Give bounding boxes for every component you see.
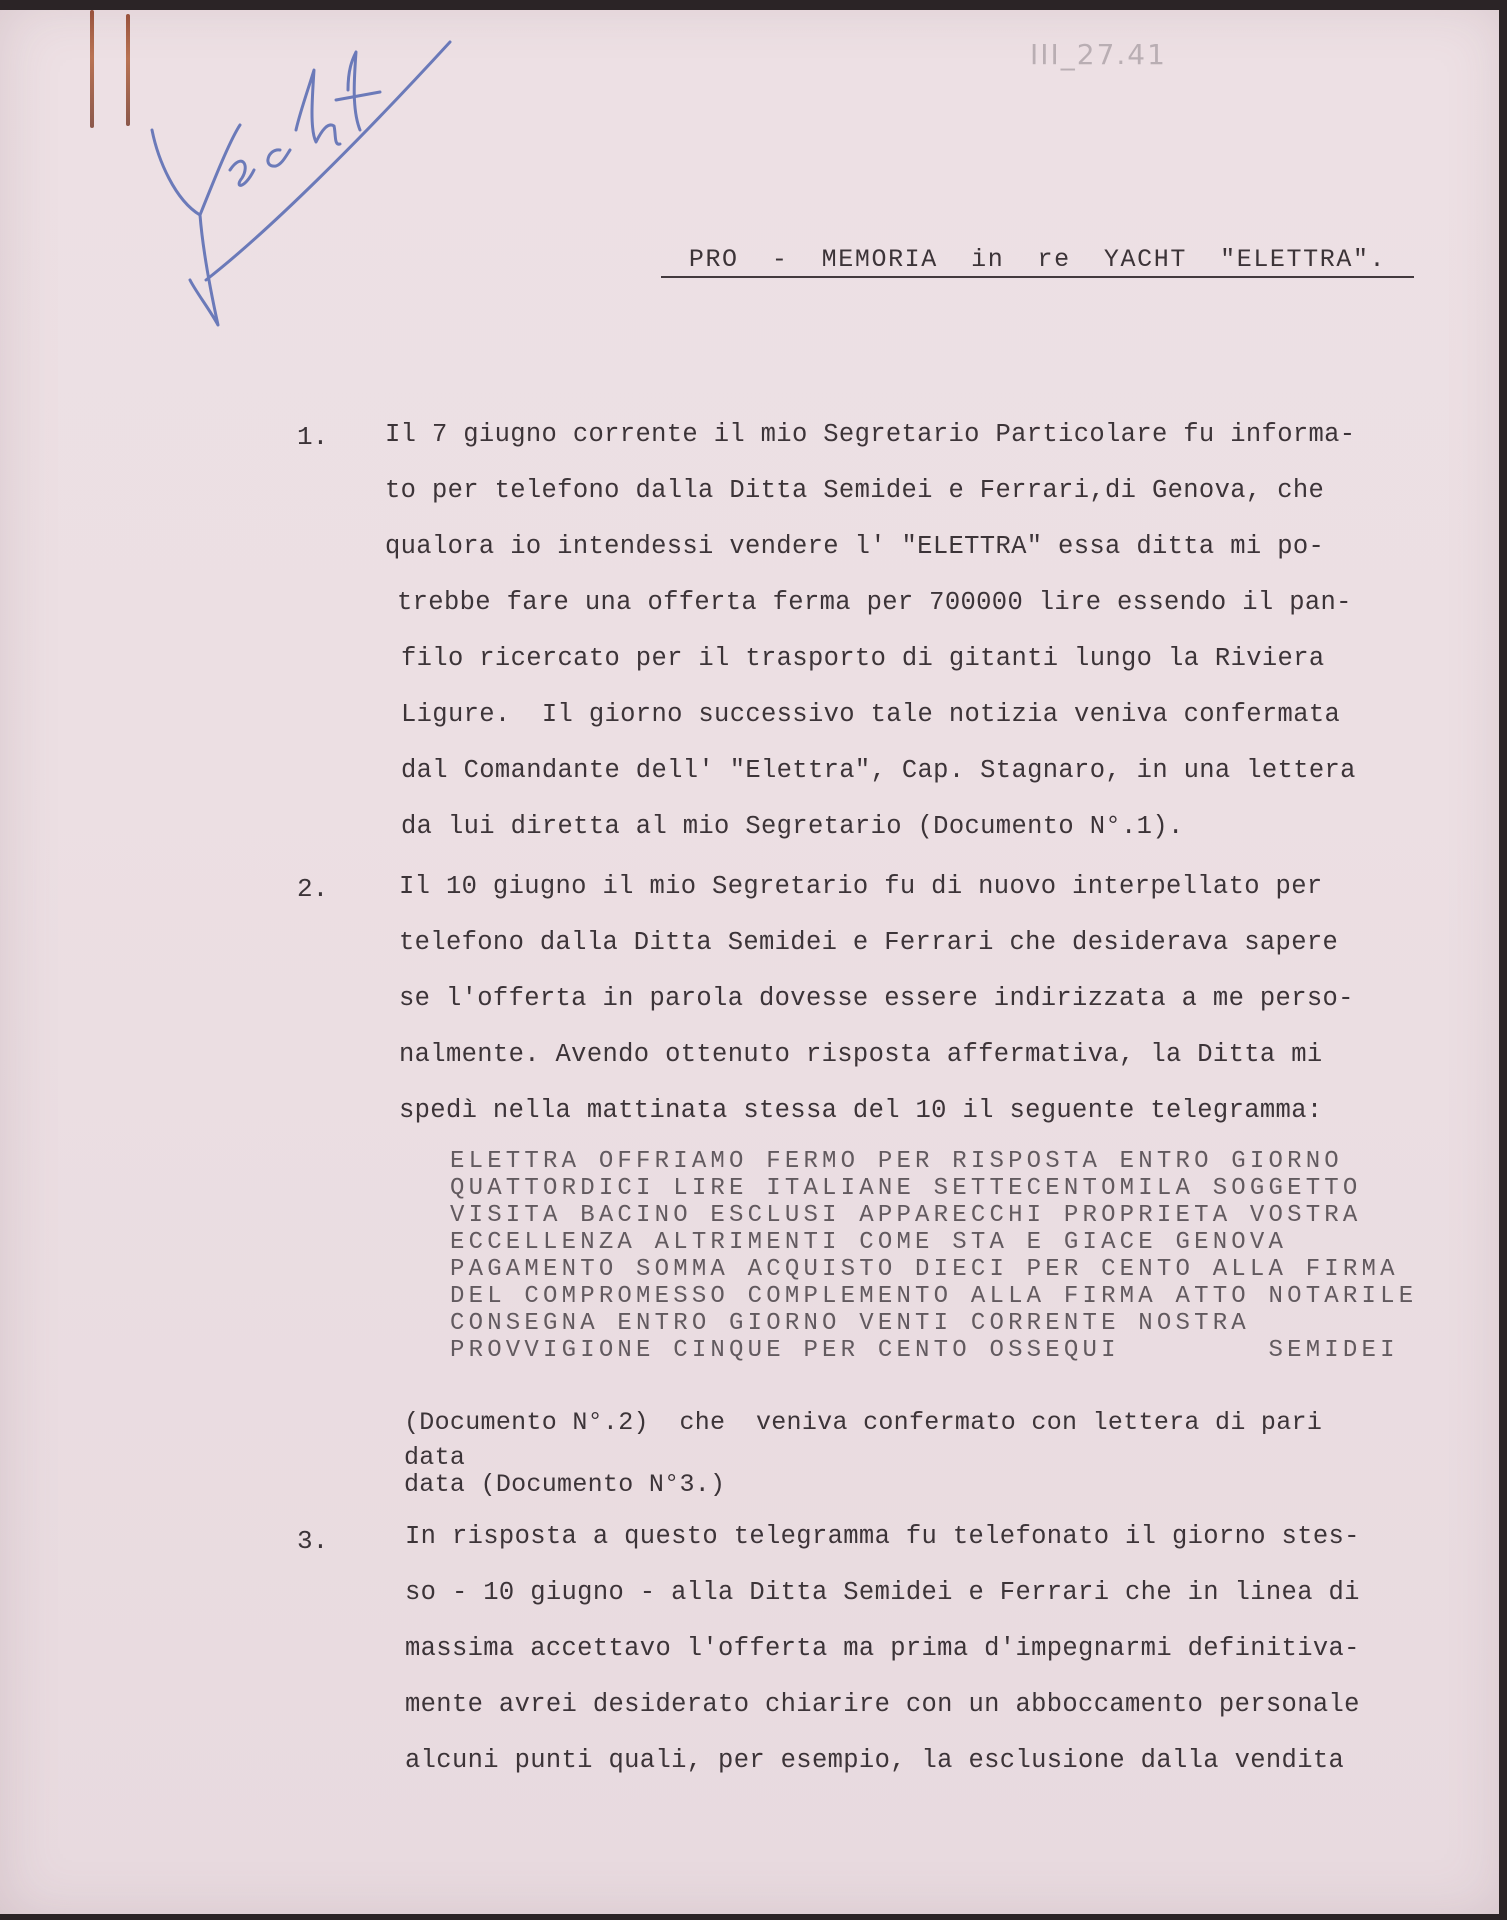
- scan-border-right: [1499, 0, 1507, 1920]
- text-line: so - 10 giugno - alla Ditta Semidei e Ferrari che in linea di: [405, 1578, 1360, 1607]
- handwritten-yacht-annotation: [130, 30, 480, 340]
- telegram-line: PAGAMENTO SOMMA ACQUISTO DIECI PER CENTO ALLA FIRMA: [450, 1256, 1399, 1283]
- text-line: Il 10 giugno il mio Segretario fu di nuovo interpellato per: [399, 872, 1323, 901]
- telegram-line: VISITA BACINO ESCLUSI APPARECCHI PROPRIETA VOSTRA: [450, 1202, 1362, 1229]
- text-line: trebbe fare una offerta ferma per 700000 lire essendo il pan-: [397, 588, 1352, 617]
- paragraph-number: 1.: [297, 422, 329, 452]
- text-line: qualora io intendessi vendere l' "ELETTRA" essa ditta mi po-: [385, 532, 1325, 561]
- document-reference-line: data (Documento N°3.): [404, 1470, 726, 1499]
- telegram-line: PROVVIGIONE CINQUE PER CENTO OSSEQUI SEMIDEI: [450, 1337, 1399, 1364]
- telegram-line: DEL COMPROMESSO COMPLEMENTO ALLA FIRMA ATTO NOTARILE: [450, 1283, 1418, 1310]
- scan-border-top: [0, 0, 1507, 10]
- telegram-line: QUATTORDICI LIRE ITALIANE SETTECENTOMILA SOGGETTO: [450, 1175, 1362, 1202]
- text-line: alcuni punti quali, per esempio, la esclusione dalla vendita: [405, 1746, 1345, 1775]
- document-heading: PRO - MEMORIA in re YACHT "ELETTRA".: [661, 245, 1414, 278]
- text-line: se l'offerta in parola dovesse essere indirizzata a me perso-: [399, 984, 1354, 1013]
- text-line: Ligure. Il giorno successivo tale notizia veniva confermata: [401, 700, 1341, 729]
- telegram-line: ELETTRA OFFRIAMO FERMO PER RISPOSTA ENTRO GIORNO: [450, 1148, 1343, 1175]
- staple-mark: [90, 10, 94, 128]
- paragraph-number: 3.: [297, 1526, 329, 1556]
- text-line: to per telefono dalla Ditta Semidei e Ferrari,di Genova, che: [385, 476, 1325, 505]
- text-line: mente avrei desiderato chiarire con un abboccamento personale: [405, 1690, 1360, 1719]
- archive-reference: III_27.41: [1030, 38, 1167, 71]
- telegram-line: ECCELLENZA ALTRIMENTI COME STA E GIACE GENOVA: [450, 1229, 1288, 1256]
- text-line: dal Comandante dell' "Elettra", Cap. Stagnaro, in una lettera: [401, 756, 1356, 785]
- telegram-line: CONSEGNA ENTRO GIORNO VENTI CORRENTE NOSTRA: [450, 1310, 1250, 1337]
- document-reference-line: data: [404, 1443, 466, 1472]
- text-line: massima accettavo l'offerta ma prima d'impegnarmi definitiva-: [405, 1634, 1360, 1663]
- text-line: nalmente. Avendo ottenuto risposta affermativa, la Ditta mi: [399, 1040, 1323, 1069]
- text-line: telefono dalla Ditta Semidei e Ferrari che desiderava sapere: [399, 928, 1339, 957]
- scan-border-bottom: [0, 1914, 1507, 1920]
- text-line: Il 7 giugno corrente il mio Segretario Particolare fu informa-: [385, 420, 1356, 449]
- text-line: da lui diretta al mio Segretario (Documento N°.1).: [401, 812, 1184, 841]
- text-line: In risposta a questo telegramma fu telefonato il giorno stes-: [405, 1522, 1360, 1551]
- paragraph-number: 2.: [297, 874, 329, 904]
- text-line: filo ricercato per il trasporto di gitanti lungo la Riviera: [401, 644, 1325, 673]
- text-line: spedì nella mattinata stessa del 10 il seguente telegramma:: [399, 1096, 1323, 1125]
- document-reference-line: (Documento N°.2) che veniva confermato con lettera di pari: [404, 1408, 1323, 1437]
